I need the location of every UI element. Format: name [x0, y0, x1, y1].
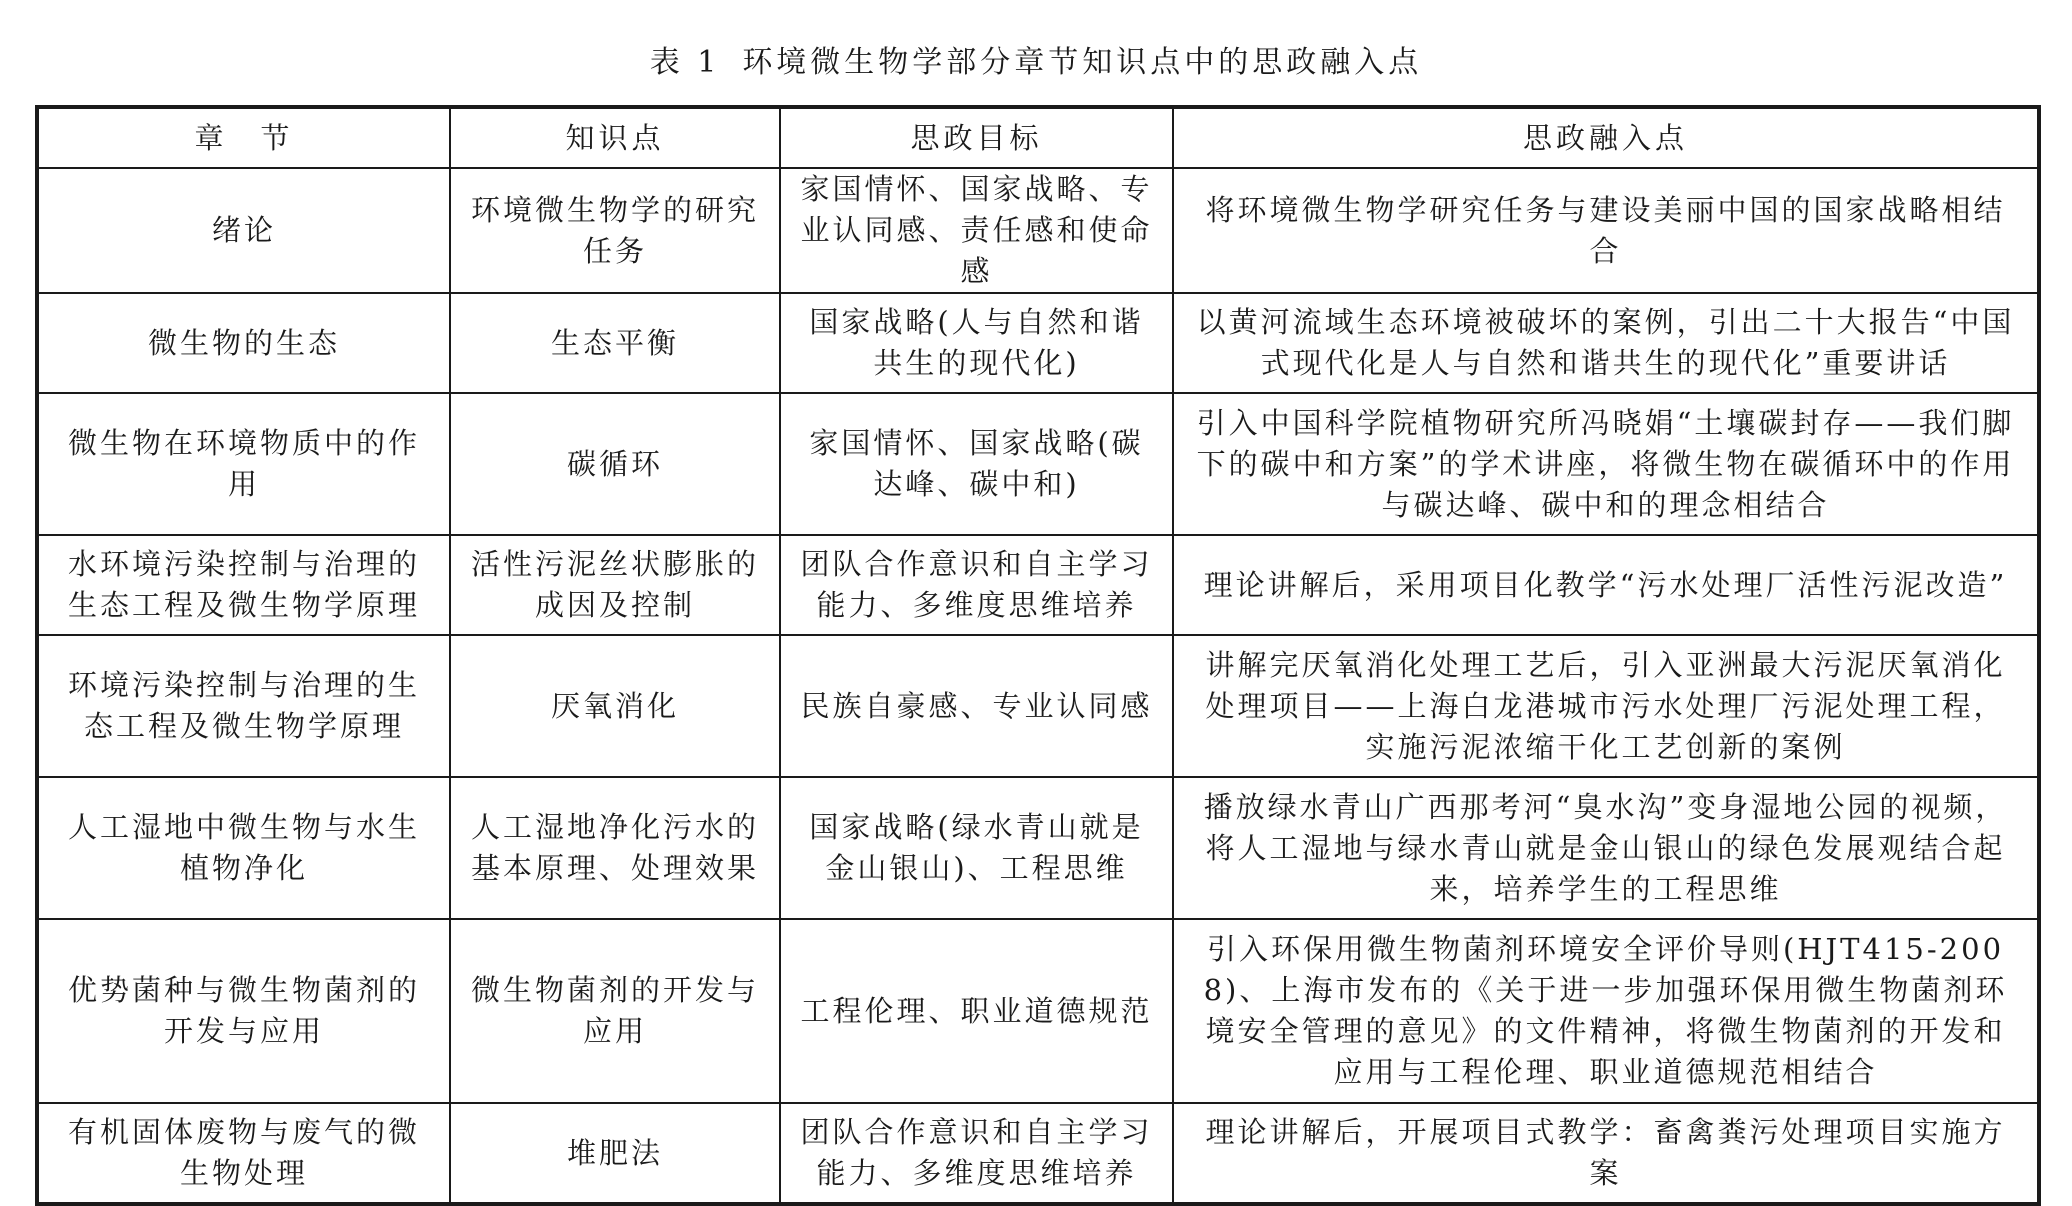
cell-entry: 将环境微生物学研究任务与建设美丽中国的国家战略相结合 [1173, 168, 2039, 293]
cell-entry: 讲解完厌氧消化处理工艺后，引入亚洲最大污泥厌氧消化处理项目——上海白龙港城市污水处理厂污泥处理工程，实施污泥浓缩干化工艺创新的案例 [1173, 635, 2039, 777]
cell-knowledge: 生态平衡 [450, 293, 780, 393]
table-row [37, 168, 2039, 293]
cell-chapter: 水环境污染控制与治理的生态工程及微生物学原理 [37, 535, 450, 635]
cell-goal: 团队合作意识和自主学习能力、多维度思维培养 [780, 1103, 1173, 1204]
caption-text: 环境微生物学部分章节知识点中的思政融入点 [742, 45, 1423, 80]
table-row [37, 635, 2039, 777]
cell-chapter: 有机固体废物与废气的微生物处理 [37, 1103, 450, 1204]
cell-knowledge: 环境微生物学的研究任务 [450, 168, 780, 293]
table-row [37, 535, 2039, 635]
table-header-row [37, 107, 2039, 168]
cell-knowledge: 厌氧消化 [450, 635, 780, 777]
ideological-points-table [35, 105, 2041, 1206]
cell-goal: 家国情怀、国家战略、专业认同感、责任感和使命感 [780, 168, 1173, 293]
cell-chapter: 微生物的生态 [37, 293, 450, 393]
cell-chapter: 优势菌种与微生物菌剂的开发与应用 [37, 919, 450, 1103]
cell-entry: 引入环保用微生物菌剂环境安全评价导则(HJT415-2008)、上海市发布的《关于进一步加强环保用微生物菌剂环境安全管理的意见》的文件精神，将微生物菌剂的开发和应用与工程伦理、职业道德规范相结合 [1173, 919, 2039, 1103]
cell-entry: 以黄河流域生态环境被破坏的案例，引出二十大报告“中国式现代化是人与自然和谐共生的现代化”重要讲话 [1173, 293, 2039, 393]
cell-knowledge: 人工湿地净化污水的基本原理、处理效果 [450, 777, 780, 919]
caption-number: 表 1 [649, 45, 721, 80]
cell-goal: 国家战略(人与自然和谐共生的现代化) [780, 293, 1173, 393]
header-goal: 思政目标 [780, 107, 1173, 168]
cell-chapter: 环境污染控制与治理的生态工程及微生物学原理 [37, 635, 450, 777]
cell-chapter: 人工湿地中微生物与水生植物净化 [37, 777, 450, 919]
table-caption [0, 38, 2072, 88]
header-entry: 思政融入点 [1173, 107, 2039, 168]
cell-chapter: 绪论 [37, 168, 450, 293]
table-row [37, 293, 2039, 393]
cell-goal: 民族自豪感、专业认同感 [780, 635, 1173, 777]
table-row [37, 919, 2039, 1103]
cell-entry: 理论讲解后，开展项目式教学：畜禽粪污处理项目实施方案 [1173, 1103, 2039, 1204]
cell-chapter: 微生物在环境物质中的作用 [37, 393, 450, 535]
cell-entry: 引入中国科学院植物研究所冯晓娟“土壤碳封存——我们脚下的碳中和方案”的学术讲座，将微生物在碳循环中的作用与碳达峰、碳中和的理念相结合 [1173, 393, 2039, 535]
cell-entry: 理论讲解后，采用项目化教学“污水处理厂活性污泥改造” [1173, 535, 2039, 635]
cell-goal: 工程伦理、职业道德规范 [780, 919, 1173, 1103]
cell-goal: 国家战略(绿水青山就是金山银山)、工程思维 [780, 777, 1173, 919]
cell-knowledge: 微生物菌剂的开发与应用 [450, 919, 780, 1103]
table-row [37, 393, 2039, 535]
cell-knowledge: 活性污泥丝状膨胀的成因及控制 [450, 535, 780, 635]
cell-knowledge: 碳循环 [450, 393, 780, 535]
header-chapter: 章 节 [37, 107, 450, 168]
cell-knowledge: 堆肥法 [450, 1103, 780, 1204]
cell-entry: 播放绿水青山广西那考河“臭水沟”变身湿地公园的视频，将人工湿地与绿水青山就是金山银山的绿色发展观结合起来，培养学生的工程思维 [1173, 777, 2039, 919]
cell-goal: 团队合作意识和自主学习能力、多维度思维培养 [780, 535, 1173, 635]
cell-goal: 家国情怀、国家战略(碳达峰、碳中和) [780, 393, 1173, 535]
table-row [37, 777, 2039, 919]
header-knowledge: 知识点 [450, 107, 780, 168]
